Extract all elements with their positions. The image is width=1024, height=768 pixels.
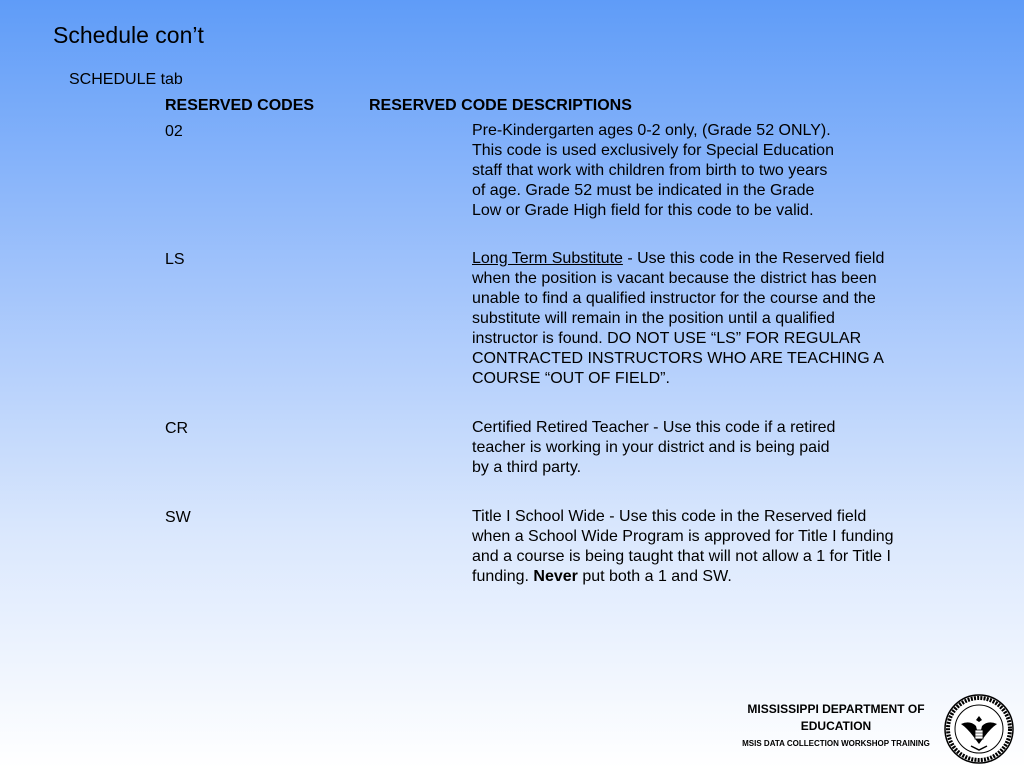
footer-org-line2: EDUCATION	[800, 719, 872, 733]
description-line: teacher is working in your district and is being paid	[472, 439, 830, 456]
description-line: CONTRACTED INSTRUCTORS WHO ARE TEACHING A	[472, 350, 884, 367]
description-line: of age. Grade 52 must be indicated in the Grade	[472, 182, 815, 199]
description-line	[472, 249, 884, 269]
description-line: Certified Retired Teacher - Use this code if a retired	[472, 419, 836, 436]
description-line: instructor is found. DO NOT USE “LS” FOR REGULAR	[472, 330, 862, 347]
description-sw	[472, 507, 894, 587]
description-text: funding.	[472, 568, 534, 585]
code-ls: LS	[165, 251, 185, 268]
description-text: - Use this code in the Reserved field	[622, 250, 885, 267]
slide-title: Schedule con’t	[53, 22, 204, 48]
description-line: by a third party.	[472, 459, 582, 476]
description-cr	[472, 418, 835, 478]
description-line: Title I School Wide - Use this code in the Reserved field	[472, 508, 867, 525]
description-line: unable to find a qualified instructor for the course and the	[472, 290, 876, 307]
description-ls	[472, 249, 884, 389]
header-reserved-code-descriptions: RESERVED CODE DESCRIPTIONS	[369, 97, 632, 114]
description-line: substitute will remain in the position until a qualified	[472, 310, 835, 327]
description-text: put both a 1 and SW.	[577, 568, 732, 585]
footer-subtitle: MSIS DATA COLLECTION WORKSHOP TRAINING	[742, 739, 930, 748]
state-seal-icon	[944, 694, 1014, 764]
slide-subtitle: SCHEDULE tab	[69, 71, 183, 88]
code-cr: CR	[165, 420, 189, 437]
term-long-term-substitute: Long Term Substitute	[472, 250, 623, 267]
description-02	[472, 121, 834, 221]
description-line	[472, 567, 894, 587]
code-sw: SW	[165, 509, 191, 526]
description-line: Low or Grade High field for this code to be valid.	[472, 202, 814, 219]
footer	[720, 701, 952, 748]
code-02: 02	[165, 123, 183, 140]
emphasis-never: Never	[533, 568, 578, 585]
description-line: COURSE “OUT OF FIELD”.	[472, 370, 670, 387]
description-line: when the position is vacant because the district has been	[472, 270, 877, 287]
description-line: staff that work with children from birth to two years	[472, 162, 828, 179]
footer-org-line1: MISSISSIPPI DEPARTMENT OF	[747, 702, 925, 716]
header-reserved-codes: RESERVED CODES	[165, 97, 315, 114]
description-line: Pre-Kindergarten ages 0-2 only, (Grade 52 ONLY).	[472, 122, 831, 139]
description-line: and a course is being taught that will not allow a 1 for Title I	[472, 548, 891, 565]
description-line: when a School Wide Program is approved for Title I funding	[472, 528, 894, 545]
description-line: This code is used exclusively for Special Education	[472, 142, 834, 159]
